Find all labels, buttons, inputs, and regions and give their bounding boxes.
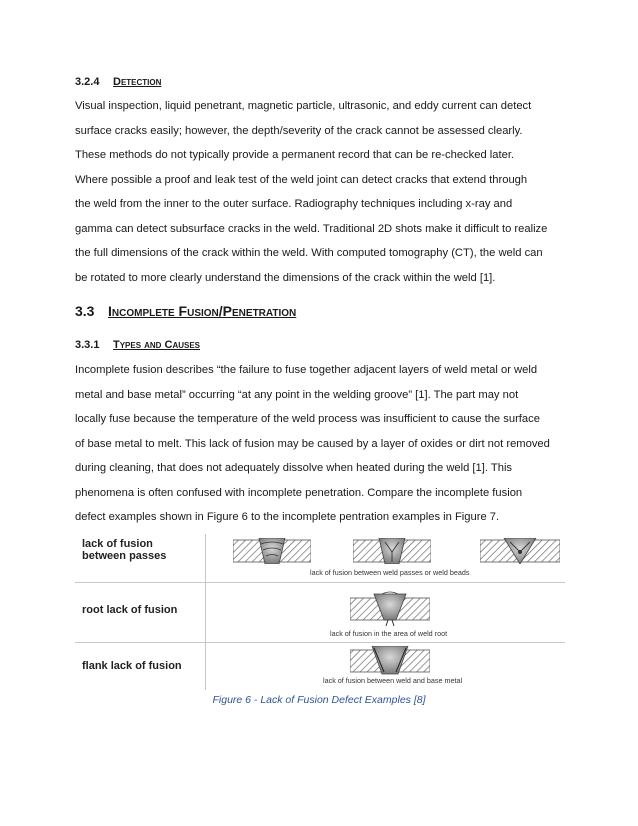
types-paragraph bbox=[75, 363, 575, 535]
row-divider bbox=[75, 642, 565, 643]
row-label-flank bbox=[82, 660, 182, 672]
paragraph-line: surface cracks easily; however, the depth/severity of the crack cannot be assessed clearly. bbox=[75, 124, 523, 137]
section-heading-3-3-1 bbox=[75, 339, 200, 351]
row-label-line: between passes bbox=[82, 550, 167, 562]
weld-diagram-passes-1 bbox=[233, 538, 311, 564]
section-number: 3.2.4 bbox=[75, 76, 100, 88]
detection-paragraph bbox=[75, 99, 575, 295]
weld-diagram-root bbox=[350, 590, 430, 626]
paragraph-line: gamma can detect subsurface cracks in the weld. Traditional 2D shots make it difficult to realize bbox=[75, 222, 548, 235]
paragraph-line: phenomena is often confused with incomplete penetration. Compare the incomplete fusion bbox=[75, 486, 523, 499]
row-label-line: flank lack of fusion bbox=[82, 660, 182, 672]
paragraph-line: of base metal to melt. This lack of fusion may be caused by a layer of oxides or dirt not removed bbox=[75, 437, 550, 450]
row-caption: lack of fusion in the area of weld root bbox=[330, 629, 448, 638]
section-heading-3-2-4 bbox=[75, 76, 161, 88]
paragraph-line: Incomplete fusion describes “the failure to fuse together adjacent layers of weld metal or weld bbox=[75, 364, 538, 376]
section-number: 3.3.1 bbox=[75, 339, 100, 351]
paragraph-line: defect examples shown in Figure 6 to the incomplete pentration examples in Figure 7. bbox=[75, 511, 500, 523]
paragraph-line: metal and base metal” occurring “at any point in the welding groove” [1]. The part may not bbox=[75, 388, 519, 401]
paragraph-line: the weld from the inner to the outer surface. Radiography techniques including x-ray and bbox=[75, 198, 513, 210]
row-label-root bbox=[82, 604, 177, 616]
paragraph-line: These methods do not typically provide a permanent record that can be re-checked later. bbox=[75, 149, 515, 161]
section-heading-3-3 bbox=[75, 303, 296, 319]
paragraph-line: Where possible a proof and leak test of the weld joint can detect cracks that extend through bbox=[75, 173, 528, 186]
row-caption: lack of fusion between weld passes or weld beads bbox=[310, 568, 470, 577]
figure-caption: Figure 6 - Lack of Fusion Defect Examples [8] bbox=[212, 694, 426, 706]
section-number: 3.3 bbox=[75, 303, 95, 319]
row-caption: lack of fusion between weld and base metal bbox=[323, 676, 463, 685]
paragraph-line: during cleaning, that does not adequately dissolve when heated during the weld [1]. This bbox=[75, 462, 513, 474]
weld-diagram-passes-3 bbox=[480, 538, 560, 564]
row-label-line: root lack of fusion bbox=[82, 604, 178, 616]
paragraph-line: the full dimensions of the crack within the weld. With computed tomography (CT), the weld can bbox=[75, 247, 543, 259]
row-divider bbox=[75, 582, 565, 583]
paragraph-line: be rotated to more clearly understand the dimensions of the crack within the weld [1]. bbox=[75, 271, 496, 284]
section-title: Types and Causes bbox=[113, 339, 201, 351]
section-title: Detection bbox=[113, 76, 162, 88]
section-title: Incomplete Fusion/Penetration bbox=[108, 303, 297, 319]
weld-diagram-passes-2 bbox=[353, 538, 431, 564]
paragraph-line: Visual inspection, liquid penetrant, magnetic particle, ultrasonic, and eddy current can detect bbox=[75, 100, 532, 112]
paragraph-line: locally fuse because the temperature of the weld process was insufficient to cause the surface bbox=[75, 413, 540, 425]
figure-column-divider bbox=[205, 534, 206, 690]
weld-diagram-flank bbox=[350, 646, 430, 676]
row-label-between-passes bbox=[82, 538, 166, 562]
row-label-line: lack of fusion bbox=[82, 538, 153, 550]
figure-lack-of-fusion bbox=[75, 530, 565, 690]
